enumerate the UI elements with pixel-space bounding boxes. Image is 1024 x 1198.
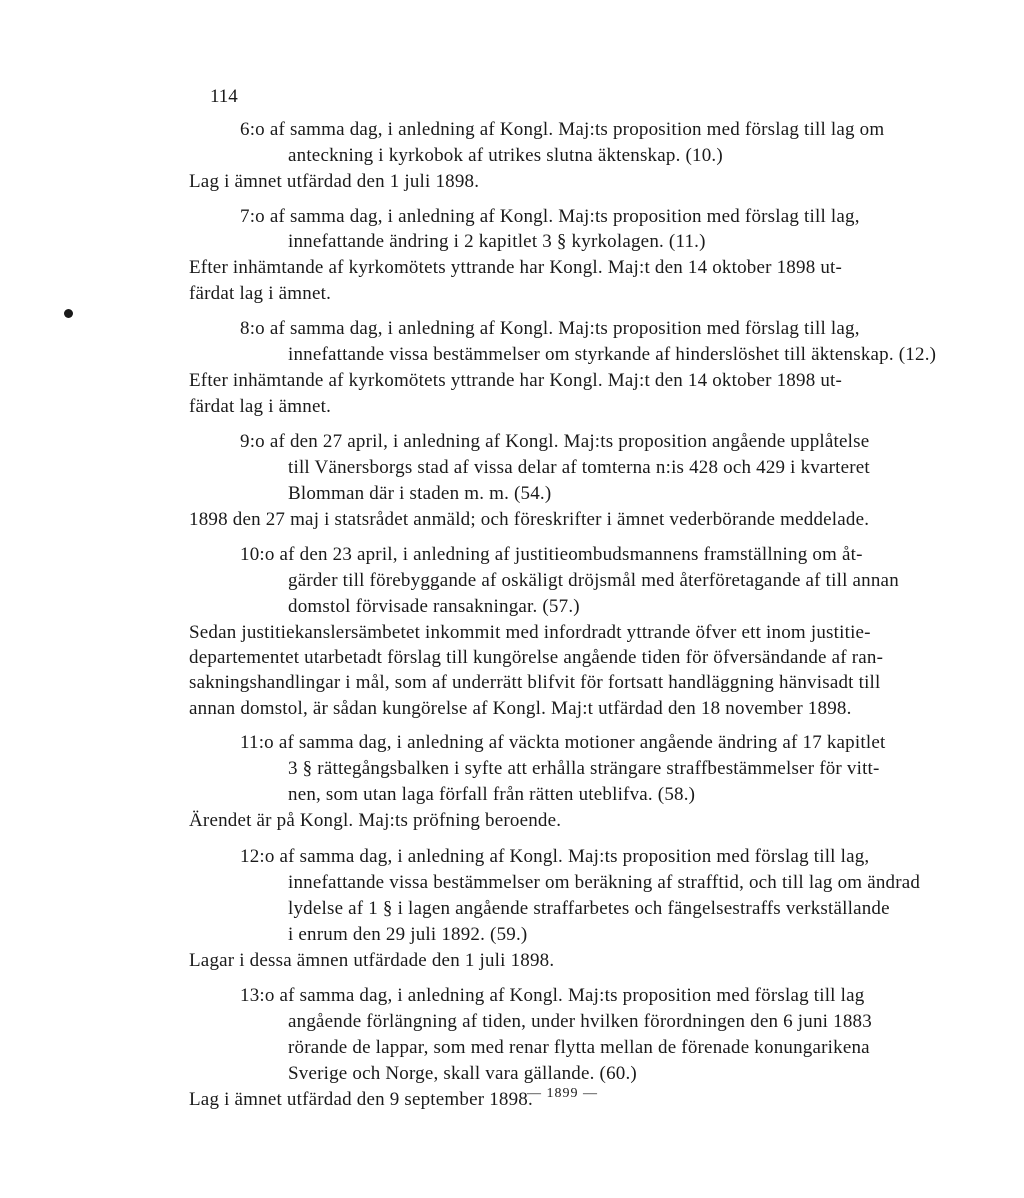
text-line: angående förlängning af tiden, under hvilken förordningen den 6 juni 1883 (288, 1011, 872, 1032)
text-line: anteckning i kyrkobok af utrikes slutna äktenskap. (10.) (288, 145, 723, 166)
text-line: Sverige och Norge, skall vara gällande. (60.) (288, 1063, 637, 1084)
text-line: 9:o af den 27 april, i anledning af Kongl. Maj:ts proposition angående upplåtelse (240, 431, 870, 452)
text-line: i enrum den 29 juli 1892. (59.) (288, 924, 528, 945)
text-line: färdat lag i ämnet. (189, 396, 332, 417)
text-line: Lag i ämnet utfärdad den 9 september 1898. (189, 1089, 533, 1110)
margin-dot (64, 309, 73, 318)
text-line: Efter inhämtande af kyrkomötets yttrande har Kongl. Maj:t den 14 oktober 1898 ut- (189, 257, 843, 278)
text-line: lydelse af 1 § i lagen angående straffarbetes och fängelsestraffs verkställande (288, 898, 890, 919)
text-line: 11:o af samma dag, i anledning af väckta motioner angående ändring af 17 kapitlet (240, 732, 886, 753)
text-line: annan domstol, är sådan kungörelse af Kongl. Maj:t utfärdad den 18 november 1898. (189, 698, 852, 719)
text-line: innefattande vissa bestämmelser om styrkande af hinderslöshet till äktenskap. (12.) (288, 344, 937, 365)
text-line: 13:o af samma dag, i anledning af Kongl. Maj:ts proposition med förslag till lag (240, 985, 865, 1006)
text-line: 6:o af samma dag, i anledning af Kongl. Maj:ts proposition med förslag till lag om (240, 119, 885, 140)
text-line: Ärendet är på Kongl. Maj:ts pröfning beroende. (189, 810, 562, 831)
text-line: till Vänersborgs stad af vissa delar af tomterna n:is 428 och 429 i kvarteret (288, 457, 870, 478)
page-footer: — 1899 — (527, 1086, 598, 1101)
text-line: färdat lag i ämnet. (189, 283, 332, 304)
text-line: gärder till förebyggande af oskäligt dröjsmål med återföretagande af till annan (288, 570, 899, 591)
text-line: rörande de lappar, som med renar flytta mellan de förenade konungarikena (288, 1037, 870, 1058)
text-line: domstol förvisade ransakningar. (57.) (288, 596, 580, 617)
text-line: innefattande vissa bestämmelser om beräkning af strafftid, och till lag om ändrad (288, 872, 921, 893)
text-line: 8:o af samma dag, i anledning af Kongl. Maj:ts proposition med förslag till lag, (240, 318, 860, 339)
text-line: 1898 den 27 maj i statsrådet anmäld; och föreskrifter i ämnet vederbörande meddelade. (189, 509, 870, 530)
text-line: nen, som utan laga förfall från rätten uteblifva. (58.) (288, 784, 696, 805)
text-line: 10:o af den 23 april, i anledning af justitieombudsmannens framställning om åt- (240, 544, 863, 565)
text-line: Efter inhämtande af kyrkomötets yttrande har Kongl. Maj:t den 14 oktober 1898 ut- (189, 370, 843, 391)
text-line: sakningshandlingar i mål, som af underrätt blifvit för fortsatt handläggning hänvisadt till (189, 672, 881, 693)
text-line: Lagar i dessa ämnen utfärdade den 1 juli 1898. (189, 950, 555, 971)
text-line: departementet utarbetadt förslag till kungörelse angående tiden för öfversändande af ran- (189, 647, 884, 668)
page-number: 114 (210, 86, 238, 107)
text-line: 12:o af samma dag, i anledning af Kongl. Maj:ts proposition med förslag till lag, (240, 846, 870, 867)
text-line: Sedan justitiekanslersämbetet inkommit med infordradt yttrande öfver ett inom justitie- (189, 622, 871, 643)
text-line: 7:o af samma dag, i anledning af Kongl. Maj:ts proposition med förslag till lag, (240, 206, 860, 227)
text-line: innefattande ändring i 2 kapitlet 3 § kyrkolagen. (11.) (288, 231, 706, 252)
text-line: 3 § rättegångsbalken i syfte att erhålla strängare straffbestämmelser för vitt- (288, 758, 880, 779)
text-line: Lag i ämnet utfärdad den 1 juli 1898. (189, 171, 480, 192)
text-line: Blomman där i staden m. m. (54.) (288, 483, 552, 504)
